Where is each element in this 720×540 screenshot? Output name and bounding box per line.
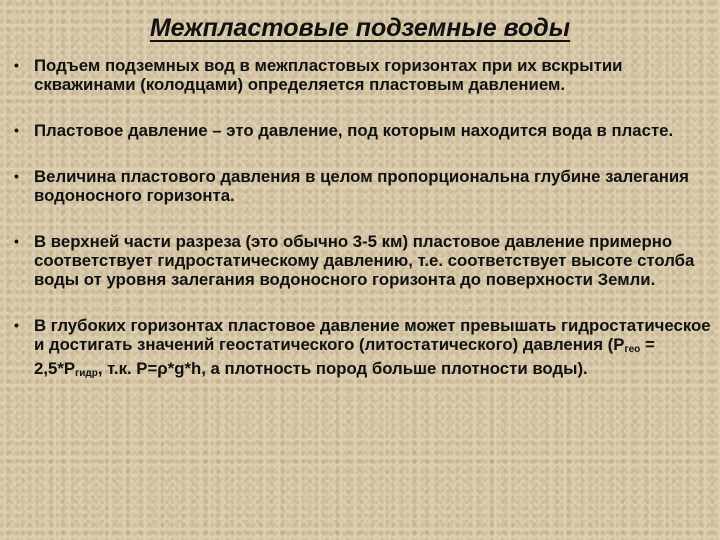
bullet-text: Пластовое давление – это давление, под которым находится вода в пласте.: [34, 121, 674, 140]
bullet-marker: •: [14, 233, 19, 249]
bullet-item-5: [14, 316, 714, 383]
bullet-marker: •: [14, 57, 19, 73]
bullet-item-3: [14, 167, 714, 205]
bullet-marker: •: [14, 122, 19, 138]
bullet-text: Подъем подземных вод в межпластовых горизонтах при их вскрытии скважинами (колодцами) определяется пластовым давлением.: [34, 56, 623, 94]
bullet-marker: •: [14, 168, 19, 184]
bullet-list: [14, 56, 714, 410]
bullet-text-start: В глубоких горизонтах пластовое давление может превышать гидростатическое и достигать значений геостатического (литостатического) давления (Р: [34, 316, 711, 354]
subscript-gidr: гидр: [75, 368, 98, 379]
bullet-text: Величина пластового давления в целом пропорциональна глубине залегания водоносного горизонта.: [34, 167, 689, 205]
bullet-item-4: [14, 232, 714, 289]
bullet-text-end: , т.к. Р=ρ*g*h, а плотность пород больше плотности воды).: [97, 359, 588, 378]
bullet-marker: •: [14, 317, 19, 333]
bullet-item-2: [14, 121, 714, 140]
subscript-geo: гео: [624, 344, 641, 355]
bullet-text-middle: = 2,5*Р: [34, 335, 655, 378]
slide-title: Межпластовые подземные воды: [149, 14, 571, 42]
bullet-item-1: [14, 56, 714, 94]
bullet-text: В верхней части разреза (это обычно 3-5 км) пластовое давление примерно соответствует гидростатическому давлению, т.е. соответствует высоте столба воды от уровня залегания водоносного горизонта до поверхности Земли.: [34, 232, 695, 289]
